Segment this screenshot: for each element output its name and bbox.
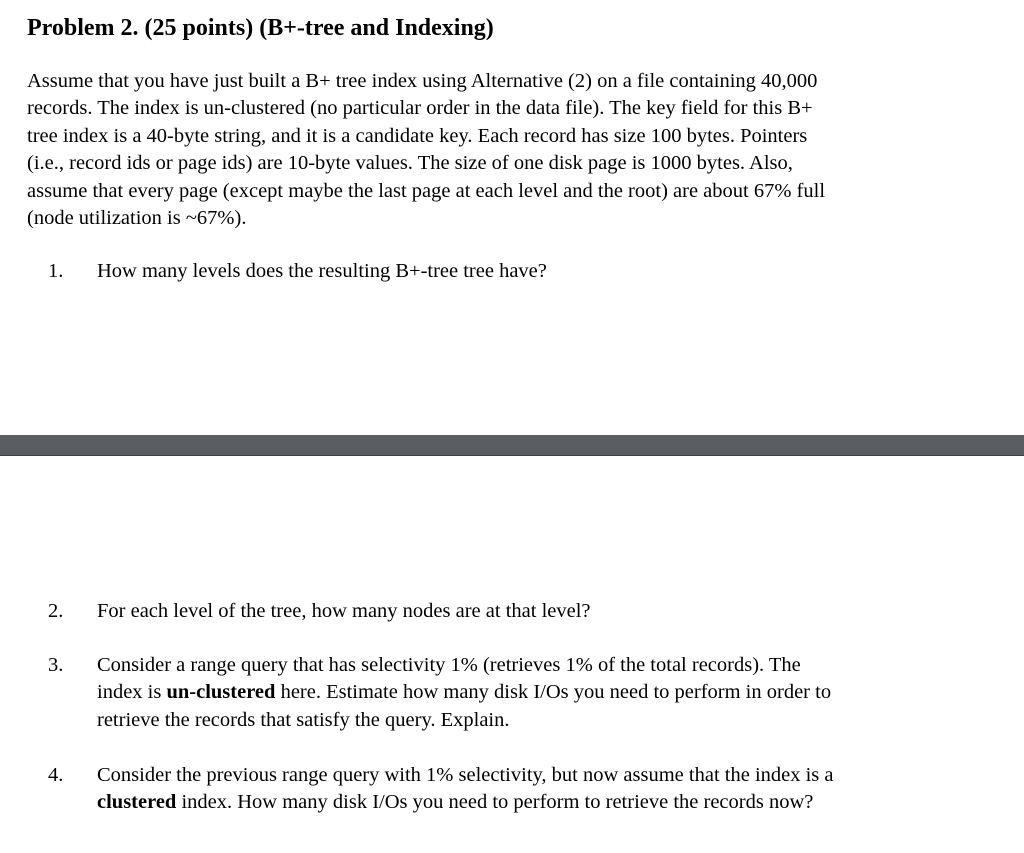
question-line	[97, 789, 997, 816]
question-text	[97, 652, 997, 734]
description-line: tree index is a 40-byte string, and it is a candidate key. Each record has size 100 bytes. Pointers	[27, 124, 808, 147]
question-number: 1.	[48, 260, 64, 282]
question-line: For each level of the tree, how many nodes are at that level?	[97, 600, 591, 622]
question-text-segment: index. How many disk I/Os you need to perform to retrieve the records now?	[176, 791, 814, 814]
emphasis-clustered: clustered	[97, 791, 177, 814]
question-line: Consider a range query that has selectivity 1% (retrieves 1% of the total records). The	[97, 654, 801, 676]
question-number: 3.	[48, 654, 64, 676]
question-line: How many levels does the resulting B+-tree tree have?	[97, 260, 547, 282]
question-text	[97, 598, 997, 625]
problem-description	[27, 68, 972, 232]
question-line	[97, 679, 997, 706]
description-line: Assume that you have just built a B+ tree index using Alternative (2) on a file containing 40,000	[27, 70, 818, 92]
description-line: (i.e., record ids or page ids) are 10-byte values. The size of one disk page is 1000 bytes. Also,	[27, 152, 793, 175]
question-text	[97, 258, 997, 285]
emphasis-un-clustered: un-clustered	[166, 681, 276, 704]
question-line: retrieve the records that satisfy the query. Explain.	[97, 708, 510, 731]
description-line: assume that every page (except maybe the last page at each level and the root) are about 67% full	[27, 179, 826, 202]
page-divider	[0, 435, 1024, 455]
description-line: (node utilization is ~67%).	[27, 207, 247, 230]
problem-title: Problem 2. (25 points) (B+-tree and Indexing)	[27, 15, 494, 41]
question-line: Consider the previous range query with 1% selectivity, but now assume that the index is a	[97, 764, 834, 786]
question-text	[97, 762, 997, 817]
question-text-segment: here. Estimate how many disk I/Os you need to perform in order to	[275, 681, 832, 704]
question-number: 4.	[48, 764, 64, 786]
description-line: records. The index is un-clustered (no particular order in the data file). The key field for this B+	[27, 97, 813, 120]
question-text-segment: index is	[97, 681, 167, 704]
question-number: 2.	[48, 600, 64, 622]
